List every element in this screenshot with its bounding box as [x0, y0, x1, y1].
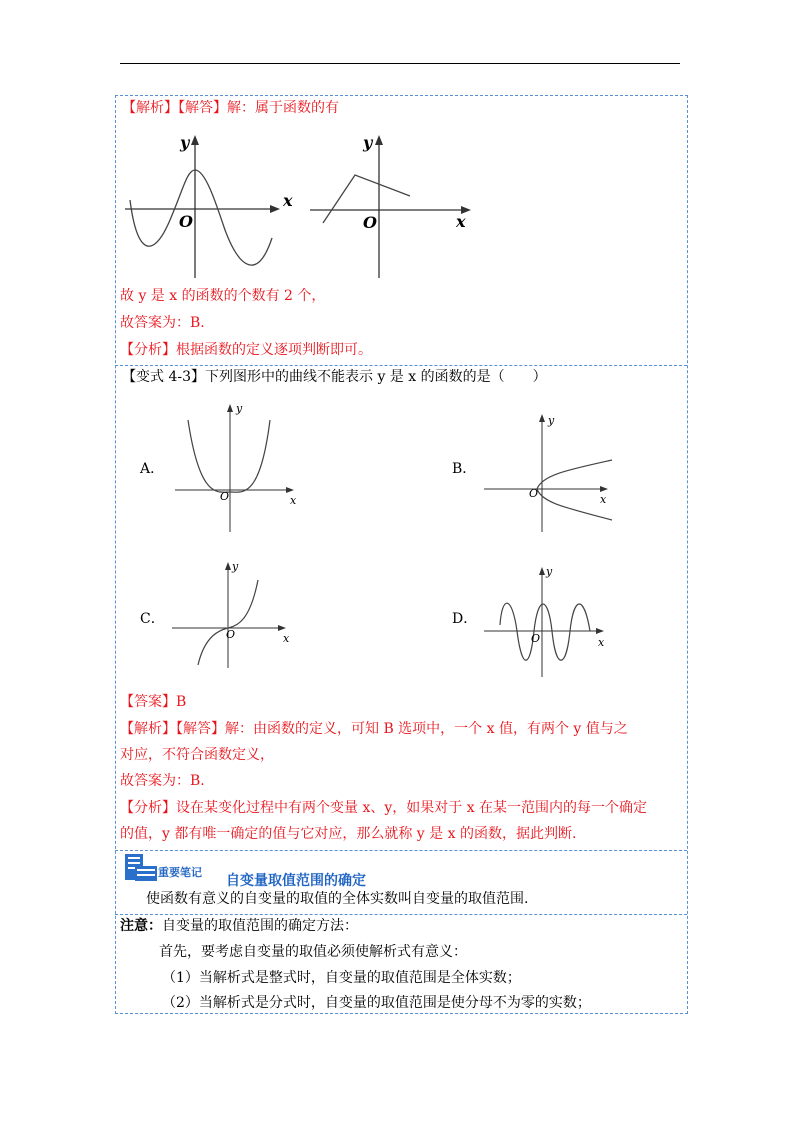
y-label: y [546, 565, 553, 578]
sine-graph [125, 130, 295, 280]
attention-label: 注意： [120, 918, 162, 934]
option-c-label[interactable]: C． [140, 611, 165, 627]
origin-label: O [220, 490, 230, 503]
x-label: x [283, 191, 293, 210]
option-a-label[interactable]: A． [140, 461, 165, 477]
origin-label: O [529, 487, 539, 500]
x-arrow-icon [600, 486, 608, 492]
notebook-icon [125, 854, 157, 882]
note-item-2: （2）当解析式是分式时，自变量的取值范围是使分母不为零的实数； [162, 995, 591, 1011]
y-arrow-icon [225, 562, 231, 570]
fenxi-line-1: 【分析】设在某变化过程中有两个变量 x、y，如果对于 x 在某一范围内的每一个确定 [120, 800, 648, 816]
origin-label: O [363, 213, 377, 232]
option-d-label[interactable]: D． [452, 611, 478, 627]
y-label: y [232, 560, 239, 573]
header-rule [120, 63, 680, 64]
y-label: y [548, 414, 555, 427]
x-label: x [600, 493, 607, 506]
important-notes-badge: 重要笔记 [158, 866, 202, 879]
analysis-line-2: 对应，不符合函数定义， [120, 747, 274, 763]
x-label: x [598, 636, 605, 649]
note-title: 自变量取值范围的确定 [226, 873, 366, 889]
option-a-graph[interactable] [170, 400, 300, 535]
answer-text: 【答案】B [120, 694, 187, 710]
polyline-graph [305, 130, 475, 280]
divider [115, 365, 687, 366]
origin-label: O [179, 212, 193, 231]
question-text: 【变式 4-3】下列图形中的曲线不能表示 y 是 x 的函数的是（ ） [122, 369, 547, 385]
solution-analysis: 【分析】根据函数的定义逐项判断即可。 [120, 342, 372, 358]
y-arrow-icon [539, 567, 545, 575]
option-c-graph[interactable] [170, 560, 300, 670]
option-b-label[interactable]: B． [452, 461, 477, 477]
wave-curve [500, 603, 590, 660]
analysis-line-1: 【解析】【解答】解：由函数的定义，可知 B 选项中，一个 x 值，有两个 y 值与之 [120, 721, 628, 737]
note-definition: 使函数有意义的自变量的取值的全体实数叫自变量的取值范围. [146, 891, 529, 907]
origin-label: O [531, 632, 541, 645]
note-item-1: （1）当解析式是整式时，自变量的取值范围是全体实数； [162, 970, 521, 986]
x-arrow-icon [270, 205, 280, 213]
x-arrow-icon [596, 628, 604, 634]
y-label: y [363, 133, 373, 152]
y-arrow-icon [191, 135, 199, 145]
conclusion-text: 故答案为：B. [120, 773, 205, 789]
y-arrow-icon [539, 414, 545, 422]
y-arrow-icon [375, 135, 383, 145]
divider [115, 914, 687, 915]
attention-text: 自变量的取值范围的确定方法： [162, 918, 358, 934]
solution-answer: 故答案为：B. [120, 315, 205, 331]
solution-intro: 【解析】【解答】解：属于函数的有 [122, 100, 339, 116]
curve [130, 170, 272, 265]
x-label: x [290, 494, 297, 507]
x-label: x [283, 632, 290, 645]
x-arrow-icon [286, 487, 294, 493]
option-d-graph[interactable] [482, 565, 612, 680]
y-arrow-icon [227, 404, 233, 412]
note-first: 首先，要考虑自变量的取值必须使解析式有意义： [159, 944, 467, 960]
origin-label: O [226, 628, 236, 641]
attention-line [120, 917, 358, 935]
solution-count: 故 y 是 x 的函数的个数有 2 个， [120, 288, 326, 304]
divider [115, 850, 687, 851]
parabola-curve [188, 420, 270, 492]
fenxi-line-2: 的值，y 都有唯一确定的值与它对应，那么就称 y 是 x 的函数，据此判断. [120, 826, 577, 842]
y-label: y [236, 402, 243, 415]
y-label: y [180, 133, 190, 152]
x-arrow-icon [278, 625, 286, 631]
x-label: x [456, 212, 466, 231]
option-b-graph[interactable] [482, 410, 617, 535]
